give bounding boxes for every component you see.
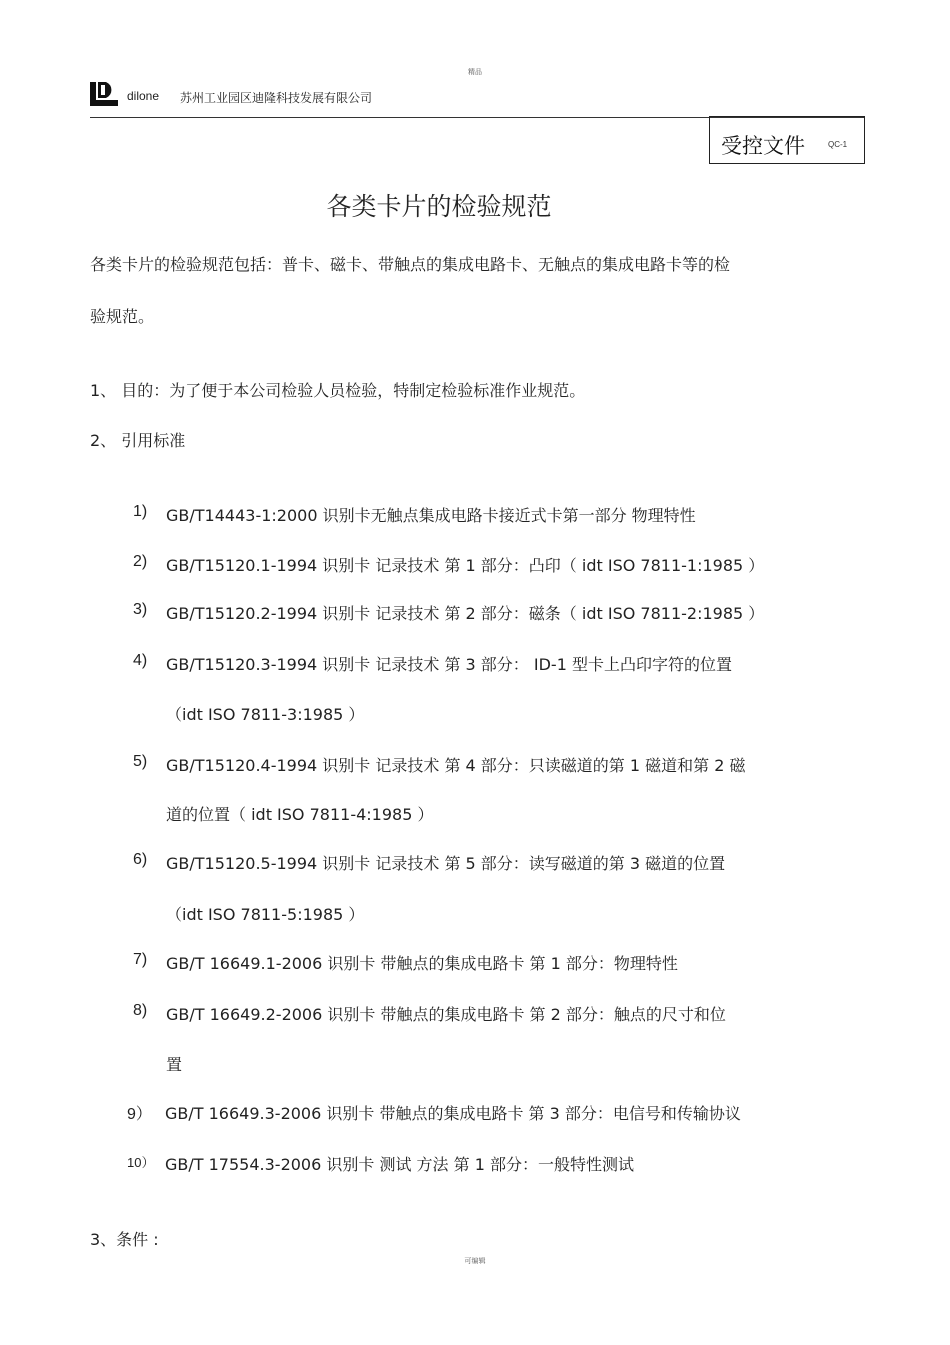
ref-number: 10） (127, 1155, 155, 1170)
ref-text: GB/T15120.3-1994 识别卡 记录技术 第 3 部分： ID-1 型卡上凸印字符的位置 (166, 655, 732, 674)
ref-text: GB/T15120.1-1994 识别卡 记录技术 第 1 部分：凸印（ idt ISO 7811-1:1985 ） (166, 556, 765, 575)
dilone-logo (90, 82, 118, 106)
controlled-document-label: 受控文件 (721, 134, 805, 158)
document-code: QC-1 (828, 140, 848, 149)
ref-text: GB/T 17554.3-2006 识别卡 测试 方法 第 1 部分：一般特性测试 (165, 1155, 634, 1174)
brand-name: dilone (127, 89, 160, 103)
watermark-top: 精品 (468, 68, 482, 76)
ref-text: GB/T 16649.1-2006 识别卡 带触点的集成电路卡 第 1 部分：物理特性 (166, 954, 678, 973)
section-conditions: 3、条件 : (90, 1230, 159, 1249)
ref-text: GB/T15120.4-1994 识别卡 记录技术 第 4 部分：只读磁道的第 1 磁道和第 2 磁 (166, 756, 746, 775)
ref-text-continued: 道的位置（ idt ISO 7811-4:1985 ） (166, 805, 434, 824)
ref-text: GB/T 16649.3-2006 识别卡 带触点的集成电路卡 第 3 部分：电信号和传输协议 (165, 1104, 741, 1123)
ref-text: GB/T14443-1:2000 识别卡无触点集成电路卡接近式卡第一部分 物理特性 (166, 506, 696, 525)
ref-number: 5) (133, 753, 148, 770)
ref-number: 2) (133, 553, 148, 570)
section-references-heading: 2、 引用标准 (90, 431, 186, 450)
ref-number: 3) (133, 601, 148, 618)
ref-text: GB/T15120.2-1994 识别卡 记录技术 第 2 部分：磁条（ idt ISO 7811-2:1985 ） (166, 604, 765, 623)
ref-text: GB/T 16649.2-2006 识别卡 带触点的集成电路卡 第 2 部分：触点的尺寸和位 (166, 1005, 726, 1024)
ref-number: 1) (133, 503, 148, 520)
ref-number: 6) (133, 851, 148, 868)
page-title: 各类卡片的检验规范 (326, 192, 552, 221)
watermark-bottom: 可编辑 (464, 1257, 486, 1265)
ref-number: 4) (133, 652, 148, 669)
company-name: 苏州工业园区迪隆科技发展有限公司 (180, 91, 373, 105)
section-purpose: 1、 目的：为了便于本公司检验人员检验，特制定检验标准作业规范。 (90, 381, 586, 400)
intro-line-1: 各类卡片的检验规范包括：普卡、磁卡、带触点的集成电路卡、无触点的集成电路卡等的检 (90, 255, 731, 274)
ref-number: 9） (127, 1106, 152, 1123)
ref-text: GB/T15120.5-1994 识别卡 记录技术 第 5 部分：读写磁道的第 3 磁道的位置 (166, 854, 726, 873)
ref-text-continued: （idt ISO 7811-5:1985 ） (166, 905, 365, 924)
ref-text-continued: 置 (166, 1055, 183, 1074)
ref-text-continued: （idt ISO 7811-3:1985 ） (166, 705, 365, 724)
ref-number: 7) (133, 951, 148, 968)
intro-line-2: 验规范。 (90, 307, 155, 326)
ref-number: 8) (133, 1002, 148, 1019)
